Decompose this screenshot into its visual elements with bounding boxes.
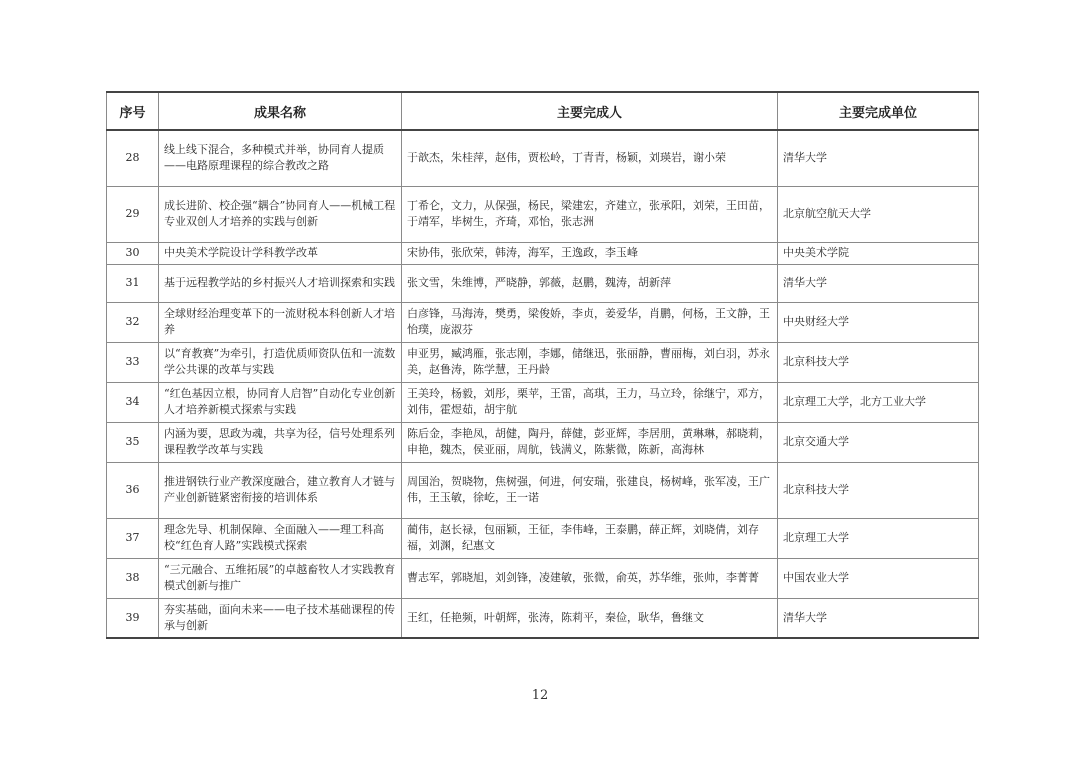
page-number: 12	[531, 688, 549, 703]
row-number: 38	[107, 558, 159, 598]
row-number: 37	[107, 518, 159, 558]
table-row	[107, 342, 979, 382]
main-contributors: 王红，任艳频，叶朝辉，张涛，陈莉平，秦俭，耿华，鲁继文	[402, 598, 778, 638]
achievement-title: 成长进阶、校企强“耦合”协同育人——机械工程专业双创人才培养的实践与创新	[159, 186, 402, 242]
completing-unit: 中央财经大学	[778, 302, 979, 342]
table-row	[107, 130, 979, 186]
main-contributors: 王美玲，杨毅，刘彤，栗苹，王雷，高琪，王力，马立玲，徐继宁，邓方，刘伟，霍煜茹，胡宇航	[402, 382, 778, 422]
table-body	[107, 130, 979, 638]
completing-unit: 清华大学	[778, 264, 979, 302]
completing-unit: 北京航空航天大学	[778, 186, 979, 242]
table-row	[107, 558, 979, 598]
awards-table	[106, 91, 979, 639]
completing-unit: 中央美术学院	[778, 242, 979, 264]
achievement-title: 全球财经治理变革下的一流财税本科创新人才培养	[159, 302, 402, 342]
main-contributors: 蔺伟，赵长禄，包丽颖，王征，李伟峰，王泰鹏，薛正辉，刘晓倩，刘存福，刘渊，纪惠文	[402, 518, 778, 558]
completing-unit: 中国农业大学	[778, 558, 979, 598]
table-row	[107, 264, 979, 302]
achievement-title: 夯实基础，面向未来——电子技术基础课程的传承与创新	[159, 598, 402, 638]
row-number: 29	[107, 186, 159, 242]
row-number: 33	[107, 342, 159, 382]
table-row	[107, 382, 979, 422]
row-number: 32	[107, 302, 159, 342]
table-row	[107, 598, 979, 638]
achievement-title: “三元融合、五维拓展”的卓越畜牧人才实践教育模式创新与推广	[159, 558, 402, 598]
completing-unit: 北京理工大学，北方工业大学	[778, 382, 979, 422]
table-row	[107, 186, 979, 242]
completing-unit: 北京科技大学	[778, 462, 979, 518]
main-contributors: 宋协伟，张欣荣，韩涛，海军，王逸政，李玉峰	[402, 242, 778, 264]
main-contributors: 周国治，贺晓物，焦树强，何进，何安瑞，张建良，杨树峰，张军凌，王广伟，王玉敏，徐屹，王一诺	[402, 462, 778, 518]
row-number: 35	[107, 422, 159, 462]
table-row	[107, 242, 979, 264]
table-row	[107, 462, 979, 518]
row-number: 39	[107, 598, 159, 638]
header-people: 主要完成人	[402, 92, 778, 130]
table-header-row	[107, 92, 979, 130]
header-title: 成果名称	[159, 92, 402, 130]
completing-unit: 北京科技大学	[778, 342, 979, 382]
main-contributors: 白彦锋，马海涛，樊勇，梁俊娇，李贞，姜爱华，肖鹏，何杨，王文静，王怡璞，庞淑芬	[402, 302, 778, 342]
achievement-title: 以“育教赛”为牵引，打造优质师资队伍和一流数学公共课的改革与实践	[159, 342, 402, 382]
table-row	[107, 422, 979, 462]
completing-unit: 清华大学	[778, 598, 979, 638]
achievement-title: 中央美术学院设计学科教学改革	[159, 242, 402, 264]
main-contributors: 张文雪，朱维博，严晓静，郭薇，赵鹏，魏涛，胡新萍	[402, 264, 778, 302]
achievement-title: “红色基因立根，协同育人启智”自动化专业创新人才培养新模式探索与实践	[159, 382, 402, 422]
completing-unit: 北京理工大学	[778, 518, 979, 558]
achievement-title: 基于远程教学站的乡村振兴人才培训探索和实践	[159, 264, 402, 302]
row-number: 28	[107, 130, 159, 186]
header-unit: 主要完成单位	[778, 92, 979, 130]
achievement-title: 理念先导、机制保障、全面融入——理工科高校“红色育人路”实践模式探索	[159, 518, 402, 558]
main-contributors: 曹志军，郭晓旭，刘剑锋，凌建敏，张微，俞英，苏华维，张帅，李菁菁	[402, 558, 778, 598]
achievement-title: 线上线下混合，多种模式并举，协同育人提质——电路原理课程的综合教改之路	[159, 130, 402, 186]
achievement-title: 内涵为要，思政为魂，共享为径，信号处理系列课程教学改革与实践	[159, 422, 402, 462]
row-number: 36	[107, 462, 159, 518]
completing-unit: 北京交通大学	[778, 422, 979, 462]
row-number: 31	[107, 264, 159, 302]
header-number: 序号	[107, 92, 159, 130]
main-contributors: 陈后金，李艳凤，胡健，陶丹，薛健，彭亚辉，李居朋，黄琳琳，郝晓莉，申艳，魏杰，侯亚丽，周航，钱满义，陈紫微，陈新，高海林	[402, 422, 778, 462]
main-contributors: 于歆杰，朱桂萍，赵伟，贾松岭，丁青青，杨颖，刘瑛岩，谢小荣	[402, 130, 778, 186]
table-row	[107, 302, 979, 342]
achievement-title: 推进钢铁行业产教深度融合，建立教育人才链与产业创新链紧密衔接的培训体系	[159, 462, 402, 518]
row-number: 30	[107, 242, 159, 264]
main-contributors: 丁希仑，文力，从保强，杨民，梁建宏，齐建立，张承阳，刘荣，王田苗，于靖军，毕树生，齐琦，邓怡，张志洲	[402, 186, 778, 242]
completing-unit: 清华大学	[778, 130, 979, 186]
row-number: 34	[107, 382, 159, 422]
main-contributors: 申亚男，臧鸿雁，张志刚，李娜，储继迅，张丽静，曹丽梅，刘白羽，苏永美，赵鲁涛，陈学慧，王丹龄	[402, 342, 778, 382]
table-row	[107, 518, 979, 558]
